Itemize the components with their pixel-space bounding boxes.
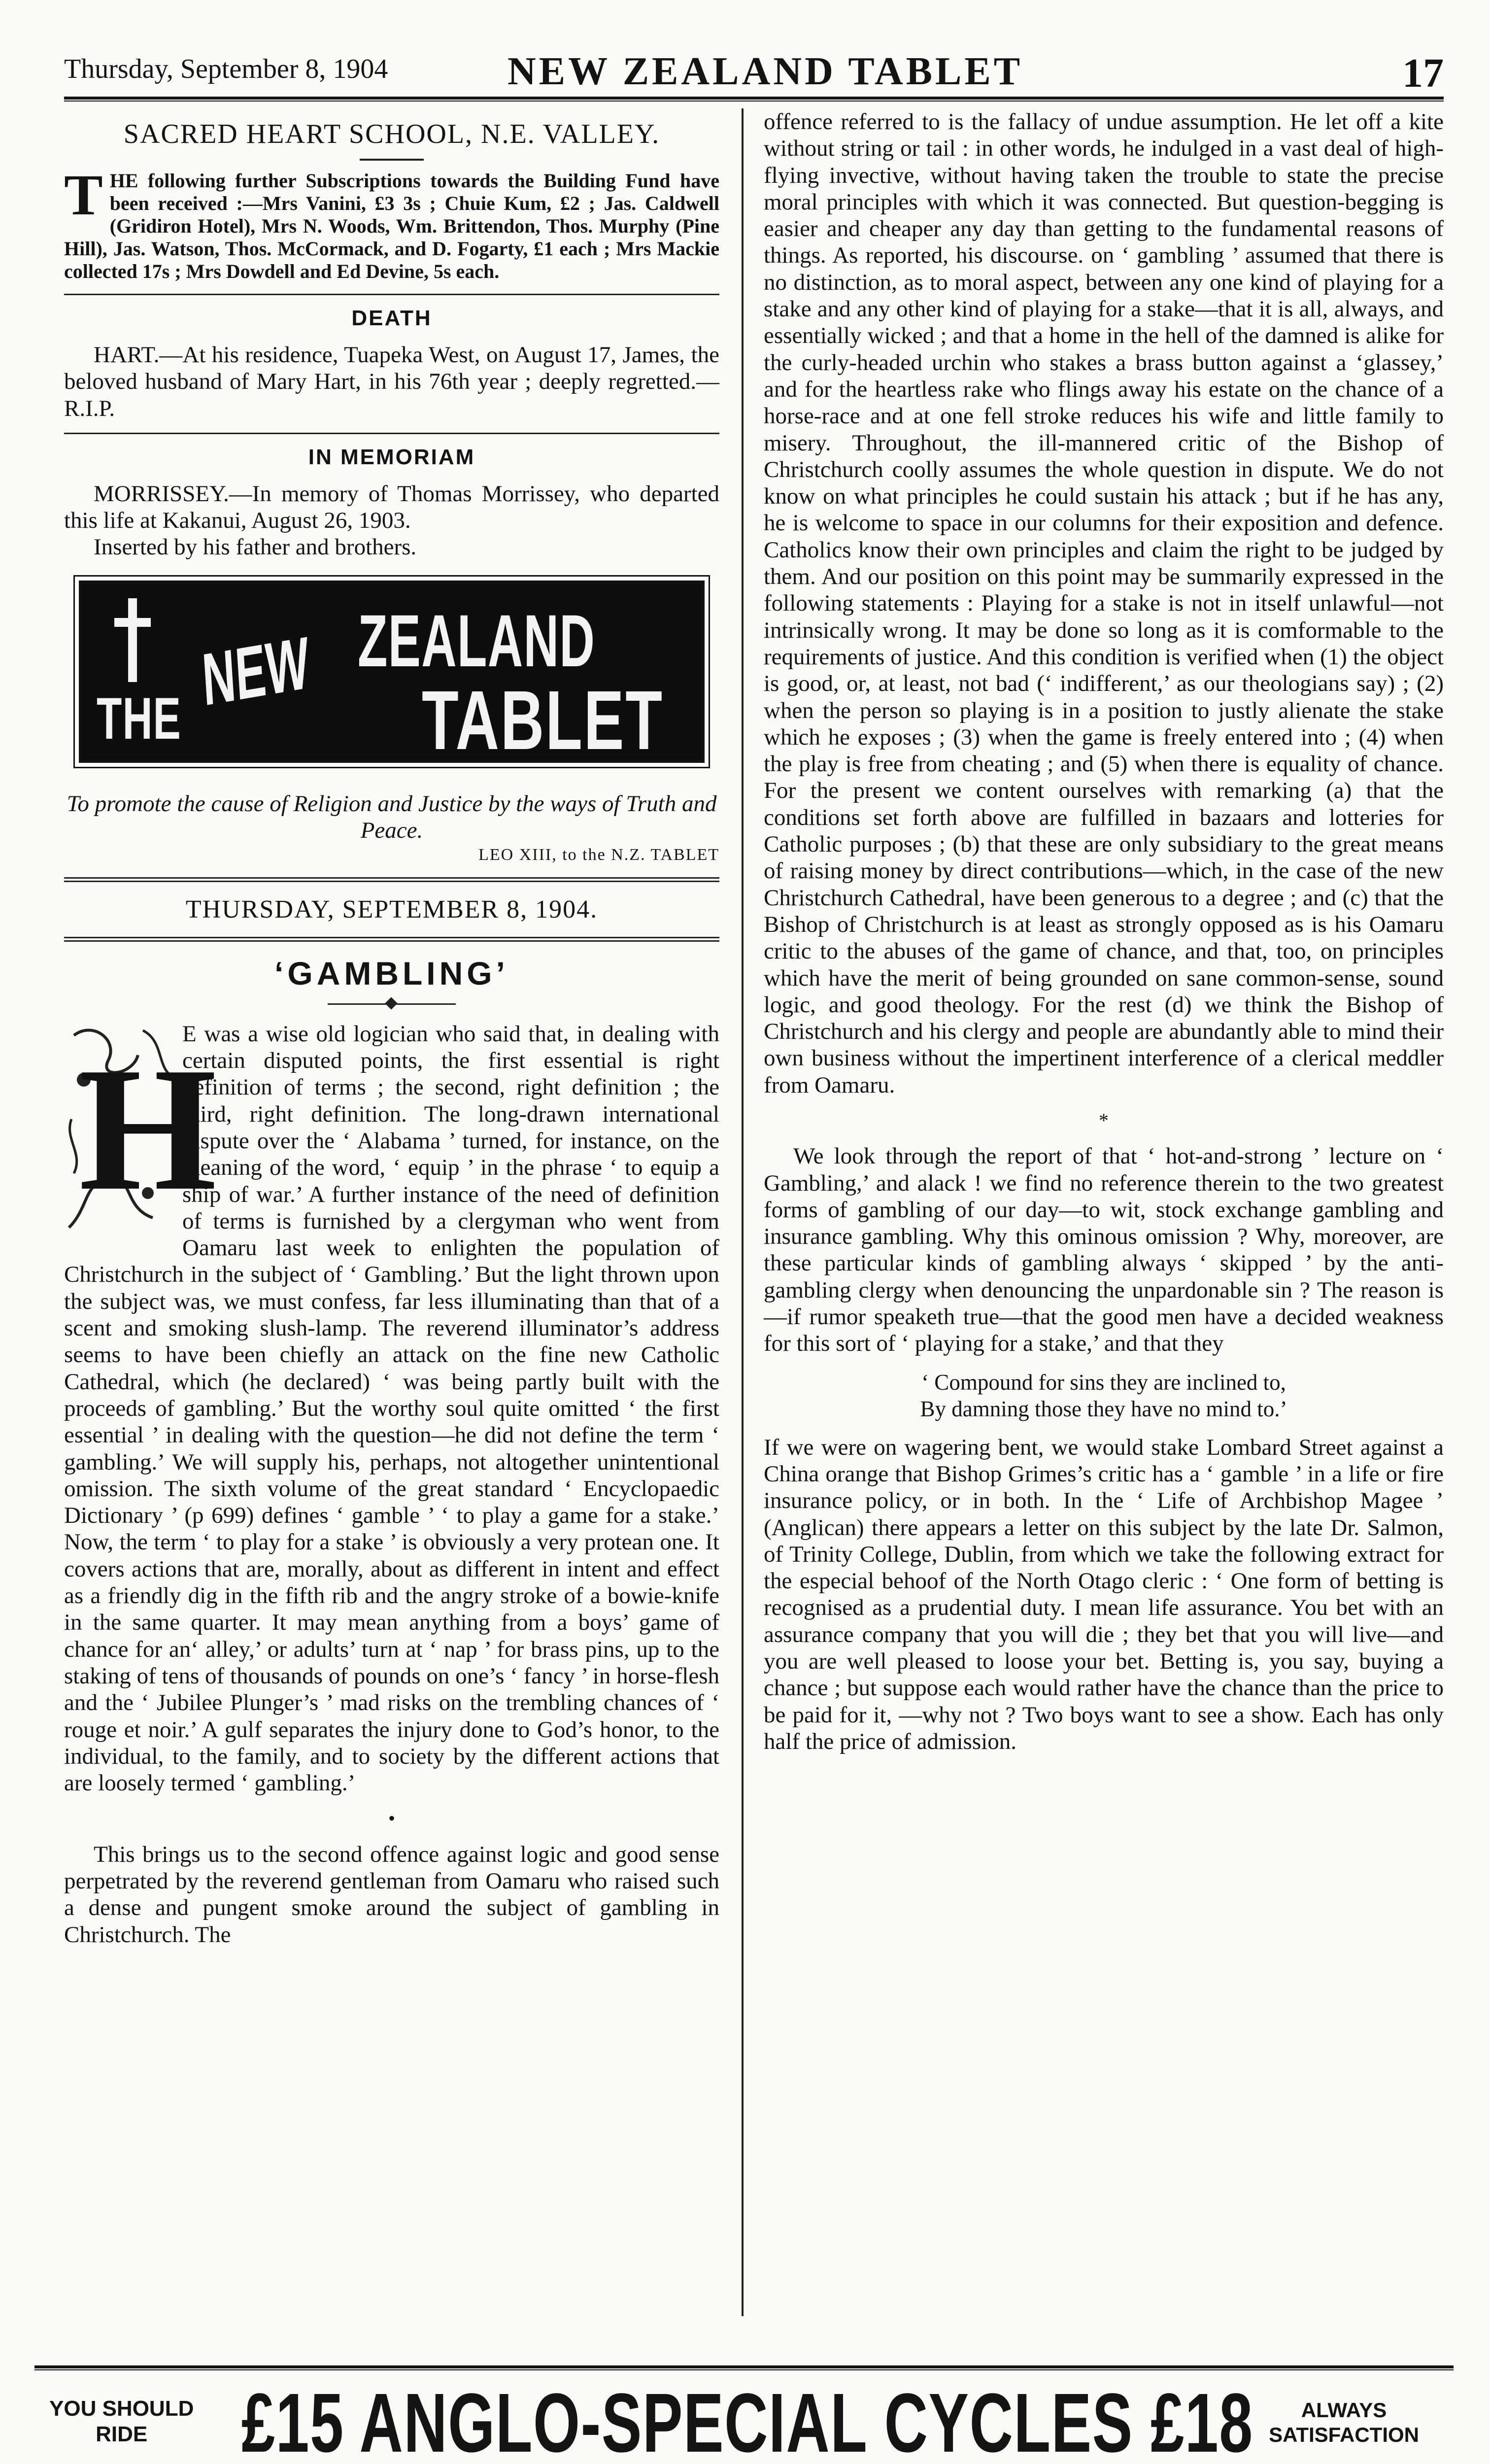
ad-right-text — [1269, 2398, 1419, 2447]
ornamental-dropcap — [64, 1021, 217, 1247]
banner-zealand: ZEALAND — [358, 599, 596, 682]
verse-line-2: By damning those they have no mind to.’ — [920, 1396, 1287, 1421]
divider — [64, 433, 719, 434]
left-column — [64, 108, 719, 2316]
article-paragraph-2: This brings us to the second offence against logic and good sense perpetrated by the reverend gentleman from Oamaru who raised such a dense and pungent smoke around the subject of gambling in Christchurch. The — [64, 1841, 719, 1948]
memoriam-inserted: Inserted by his father and brothers. — [94, 534, 417, 560]
dropcap-h: H — [79, 1030, 217, 1227]
header-rule — [64, 97, 1444, 102]
column-divider — [742, 108, 744, 2316]
page-number: 17 — [1402, 50, 1444, 96]
footer-rule — [34, 2365, 1454, 2370]
article-continuation — [764, 108, 1444, 1755]
death-notice — [64, 342, 719, 422]
article-body — [64, 1021, 719, 1948]
banner-the: THE — [97, 685, 182, 752]
right-paragraph-2: We look through the report of that ‘ hot-and-strong ’ lecture on ‘ Gambling,’ and alack ! we find no reference therein to the two greatest forms of gambling of our day—to wit, stock exchange gambling and insurance gambling. Why this ominous omission ? Why, moreover, are these particular kinds of gambling always ‘ skipped ’ by the anti-gambling clergy when denouncing the unpardonable sin ? The reason is—if rumor speaketh true—that the good men have a decided weakness for this sort of ‘ playing for a stake,’ and that they — [764, 1143, 1444, 1357]
banner-tablet: TABLET — [422, 673, 664, 763]
ornament-divider — [328, 999, 456, 1009]
divider — [64, 937, 719, 942]
ad-headline: £15 ANGLO-SPECIAL CYCLES £18 — [241, 2376, 1253, 2464]
motto: To promote the cause of Religion and Justice by the ways of Truth and Peace. — [67, 790, 717, 843]
subscriptions-text: HE following further Subscriptions towards the Building Fund have been received :—Mrs Vanini, £3 3s ; Chuie Kum, £2 ; Jas. Caldwell (Gridiron Hotel), Mrs N. Woods, Wm. Brittendon, Thos. Murphy (Pine Hill), Jas. Watson, Thos. McCormack, and D. Fogarty, £1 each ; Mrs Mackie collected 17s ; Mrs Dowdell and Ed Devine, 5s each. — [64, 170, 719, 282]
right-column — [764, 108, 1444, 2316]
memoriam-text: MORRISSEY.—In memory of Thomas Morrissey, who departed this life at Kakanui, August 26, 1903. — [64, 480, 719, 534]
banner-new: NEW — [200, 620, 312, 721]
article-paragraph-1: E was a wise old logician who said that, in dealing with certain disputed points, the first essential is right definition of terms ; the second, right definition ; the third, right definition. The long-drawn international dispute over the ‘ Alabama ’ turned, for instance, on the meaning of the word, ‘ equip ’ in the phrase ‘ to equip a ship of war.’ A further instance of the need of definition of terms is furnished by a clergyman who went from Oamaru last week to enlighten the population of Christchurch in the subject of ‘ Gambling.’ But the light thrown upon the subject was, we must confess, far less illuminating than that of a scent and smoking slush-lamp. The reverend illuminator’s address seems to have been chiefly an attack on the fine new Catholic Cathedral, which (he declared) ‘ was being partly built with the proceeds of gambling.’ But the worthy soul quite omitted ‘ the first essential ’ in dealing with the question—he did not define the term ‘ gambling.’ We will supply his, perhaps, not altogether unintentional omission. The sixth volume of the great standard ‘ Encyclopaedic Dictionary ’ (p 699) defines ‘ gamble ’ ‘ to play a game for a stake.’ Now, the term ‘ to play for a stake ’ is obviously a very protean one. It covers actions that are, morally, about as different in intent and effect as a friendly dig in the fifth rib and the angry stroke of a bowie-knife in the same quarter. It may mean anything from a boys’ game of chance for an‘ alley,’ or adults’ turn at ‘ nap ’ for brass pins, up to the staking of tens of thousands of pounds on one’s ‘ fancy ’ in horse-flesh and the ‘ Jubilee Plunger’s ’ mad risks on the trembling chances of ‘ rouge et noir.’ A gulf separates the injury done to God’s honor, to the individual, to the family, and to society by the different actions that are loosely termed ‘ gambling.’ — [64, 1021, 719, 1796]
ad-satisfaction: SATISFACTION — [1269, 2423, 1419, 2446]
issue-date: Thursday, September 8, 1904 — [64, 54, 388, 84]
cycles-advertisement — [34, 2376, 1454, 2464]
school-title: SACRED HEART SCHOOL, N.E. VALLEY. — [123, 119, 660, 149]
article-title: ‘GAMBLING’ — [274, 955, 509, 992]
death-heading: DEATH — [351, 306, 432, 330]
subscriptions-notice — [64, 163, 719, 283]
ad-you-should: YOU SHOULD — [49, 2396, 194, 2421]
ad-always: ALWAYS — [1301, 2398, 1387, 2422]
page-header — [64, 49, 1444, 99]
masthead-title: NEW ZEALAND TABLET — [508, 50, 1023, 93]
separator: • — [388, 1807, 395, 1830]
motto-source: LEO XIII, to the N.Z. TABLET — [478, 845, 719, 864]
right-paragraph-3: If we were on wagering bent, we would stake Lombard Street against a China orange that Bishop Grimes’s critic has a ‘ gamble ’ in a life or fire insurance policy, or in both. In the ‘ Life of Archbishop Magee ’ (Anglican) there appears a letter on this subject by the late Dr. Salmon, of Trinity College, Dublin, from which we take the following extract for the especial behoof of the North Otago cleric : ‘ One form of betting is recognised as a prudential duty. I mean life assurance. You bet with an assurance company that you will die ; they bet that you will live—and you are well pleased to loose your bet. Betting is, you say, buying a chance ; but suppose each would rather have the chance than the price to be paid for it, —why not ? Two boys want to see a show. Each has only half the price of admission. — [764, 1434, 1444, 1754]
death-text: HART.—At his residence, Tuapeka West, on August 17, James, the beloved husband of Mary Hart, in his 76th year ; deeply regretted.—R.I.P. — [64, 342, 719, 421]
ad-left-text — [49, 2396, 194, 2447]
separator: * — [1099, 1109, 1109, 1131]
right-paragraph-1: offence referred to is the fallacy of undue assumption. He let off a kite without string or tail : in other words, he indulged in a vast deal of high-flying invective, without having taken the trouble to state the precise moral principles with which it was connected. But question-begging is easier and cheaper any day than getting to the fundamental reasons of things. As reported, his discourse. on ‘ gambling ’ assumed that there is no distinction, as to moral aspect, between any one kind of playing for a stake and any other kind of playing for a stake—that it is all, always, and essentially wicked ; and that a home in the hell of the damned is alike for the curly-headed urchin who stakes a brass button against a ‘glassey,’ and for the heartless rake who flings away his estate on the chance of a horse-race and at one fell stroke reduces his wife and little family to misery. Throughout, the ill-mannered critic of the Bishop of Christchurch coolly assumes the whole question in dispute. We do not know on what principles he could sustain his attack ; but if he has any, he is welcome to space in our columns for their exposition and defence. Catholics know their own principles and claim the right to be judged by them. And our position on this point may be summarily expressed in the following statements : Playing for a stake is not in itself unlawful—not intrinsically wrong. It may be done so long as it is comformable to the requirements of justice. And this condition is verified when (1) the object is good, or, at least, not bad (‘ indifferent,’ as our theologians say) ; (2) when the person so playing is in a position to justly alienate the stake which he exposes ; (3) when the game is freely entered into ; (4) when the play is free from cheating ; and (5) when there is equality of chance. For the present we content ourselves with remarking (a) that the conditions set forth above are fulfilled in bazaars and lotteries for Catholic purposes ; (b) that these are only subsidiary to the great means of raising money by direct contributions—which, in the case of the new Christchurch Cathedral, have been generous to a degree ; and (c) that the Bishop of Christchurch is at least as strongly opposed as is his Oamaru critic to the abuses of the game of chance, and that, too, on principles which have the merit of being grounded on sane common-sense, sound logic, and good theology. For the rest (d) we think the Bishop of Christchurch and his clergy and people are abundantly able to mind their own business without the impertinent interference of a clerical meddler from Oamaru. — [764, 109, 1444, 1098]
dropcap-t: T — [64, 163, 103, 227]
tablet-banner-logo — [79, 581, 705, 763]
editorial-date: THURSDAY, SEPTEMBER 8, 1904. — [185, 895, 598, 924]
memoriam-heading: IN MEMORIAM — [308, 445, 475, 469]
verse-quote — [764, 1369, 1444, 1422]
verse-line-1: ‘ Compound for sins they are inclined to, — [921, 1369, 1286, 1395]
divider — [64, 294, 719, 295]
divider — [64, 877, 719, 882]
ad-ride: RIDE — [96, 2422, 148, 2446]
divider — [360, 159, 424, 161]
cross-icon — [110, 598, 155, 682]
memoriam-notice — [64, 480, 719, 561]
